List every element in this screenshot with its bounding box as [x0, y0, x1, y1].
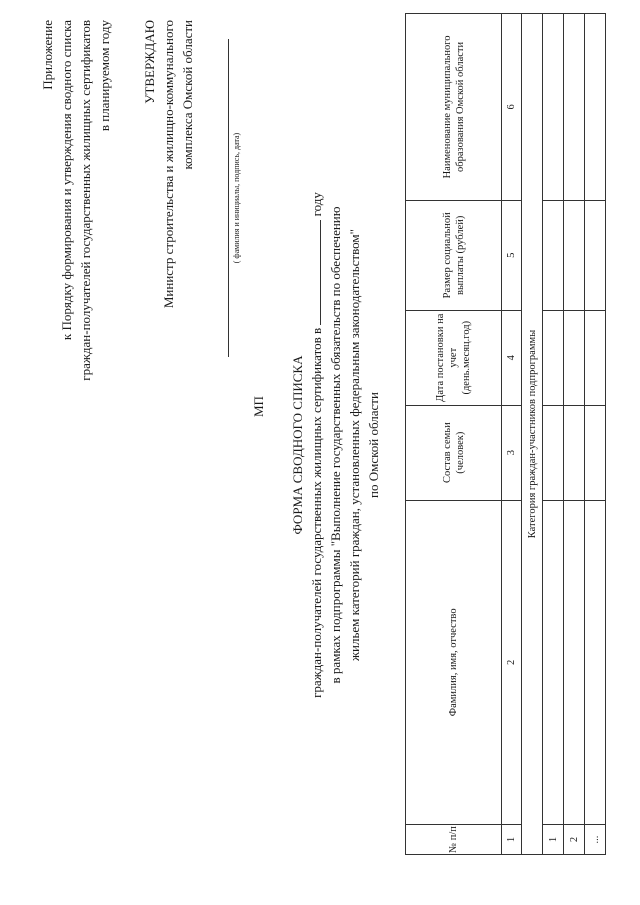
table-header-row [406, 14, 502, 855]
row-number: ... [585, 825, 606, 855]
table-cell [585, 200, 606, 310]
form-title-line-4: по Омской области [366, 392, 381, 498]
form-title-line-3: жильем категорий граждан, установленных федеральным законодательством" [347, 229, 362, 661]
appendix-line-3: в планируемом году [97, 20, 112, 132]
table-cell [564, 405, 585, 500]
appendix-title: Приложение [40, 20, 55, 90]
header-payment-amount: Размер социальной выплаты (рублей) [406, 200, 502, 310]
table-cell [564, 200, 585, 310]
form-title-line-2: в рамках подпрограммы "Выполнение государственных обязательств по обеспечению [328, 206, 343, 684]
form-title-line-1: граждан-получателей государственных жилищных сертификатов в году [309, 192, 324, 698]
column-number: 3 [502, 405, 522, 500]
table-cell [543, 405, 564, 500]
year-blank-line [308, 220, 321, 325]
appendix-line-1: к Порядку формирования и утверждения сводного списка [59, 20, 74, 341]
header-number: № п/п [406, 825, 502, 855]
row-number: 1 [543, 825, 564, 855]
table-cell [564, 14, 585, 201]
approval-block [140, 20, 197, 580]
column-number-row [502, 14, 522, 855]
header-municipality: Наименование муниципального образования Омской области [406, 14, 502, 201]
recipients-table [405, 13, 606, 855]
table-cell [543, 200, 564, 310]
category-label: Категория граждан-участников подпрограммы [522, 14, 543, 855]
signature-caption: ( фамилия и инициалы, подпись, дата) [232, 132, 241, 264]
table-cell [585, 14, 606, 201]
table-cell [543, 14, 564, 201]
approval-heading: УТВЕРЖДАЮ [142, 20, 157, 104]
column-number: 5 [502, 200, 522, 310]
table-row [585, 14, 606, 855]
column-number: 1 [502, 825, 522, 855]
table-cell [543, 310, 564, 405]
column-number: 4 [502, 310, 522, 405]
table-cell [585, 500, 606, 824]
appendix-line-2: граждан-получателей государственных жилищных сертификатов [78, 20, 93, 381]
category-row [522, 14, 543, 855]
approval-line-2: комплекса Омской области [180, 20, 195, 170]
signature-line [228, 39, 229, 357]
header-full-name: Фамилия, имя, отчество [406, 500, 502, 824]
row-number: 2 [564, 825, 585, 855]
header-family-size: Состав семьи (человек) [406, 405, 502, 500]
table-cell [564, 500, 585, 824]
table-cell [585, 405, 606, 500]
header-registration-date: Дата постановки на учет (день.месяц.год) [406, 310, 502, 405]
table-cell [543, 500, 564, 824]
column-number: 6 [502, 14, 522, 201]
form-title-heading: ФОРМА СВОДНОГО СПИСКА [290, 355, 305, 535]
appendix-block [38, 20, 114, 580]
table-cell [585, 310, 606, 405]
stamp-label: МП [251, 396, 266, 417]
table-cell [564, 310, 585, 405]
column-number: 2 [502, 500, 522, 824]
form-title [288, 135, 383, 755]
approval-line-1: Министр строительства и жилищно-коммунального [161, 20, 176, 309]
table-row [564, 14, 585, 855]
table-row [543, 14, 564, 855]
